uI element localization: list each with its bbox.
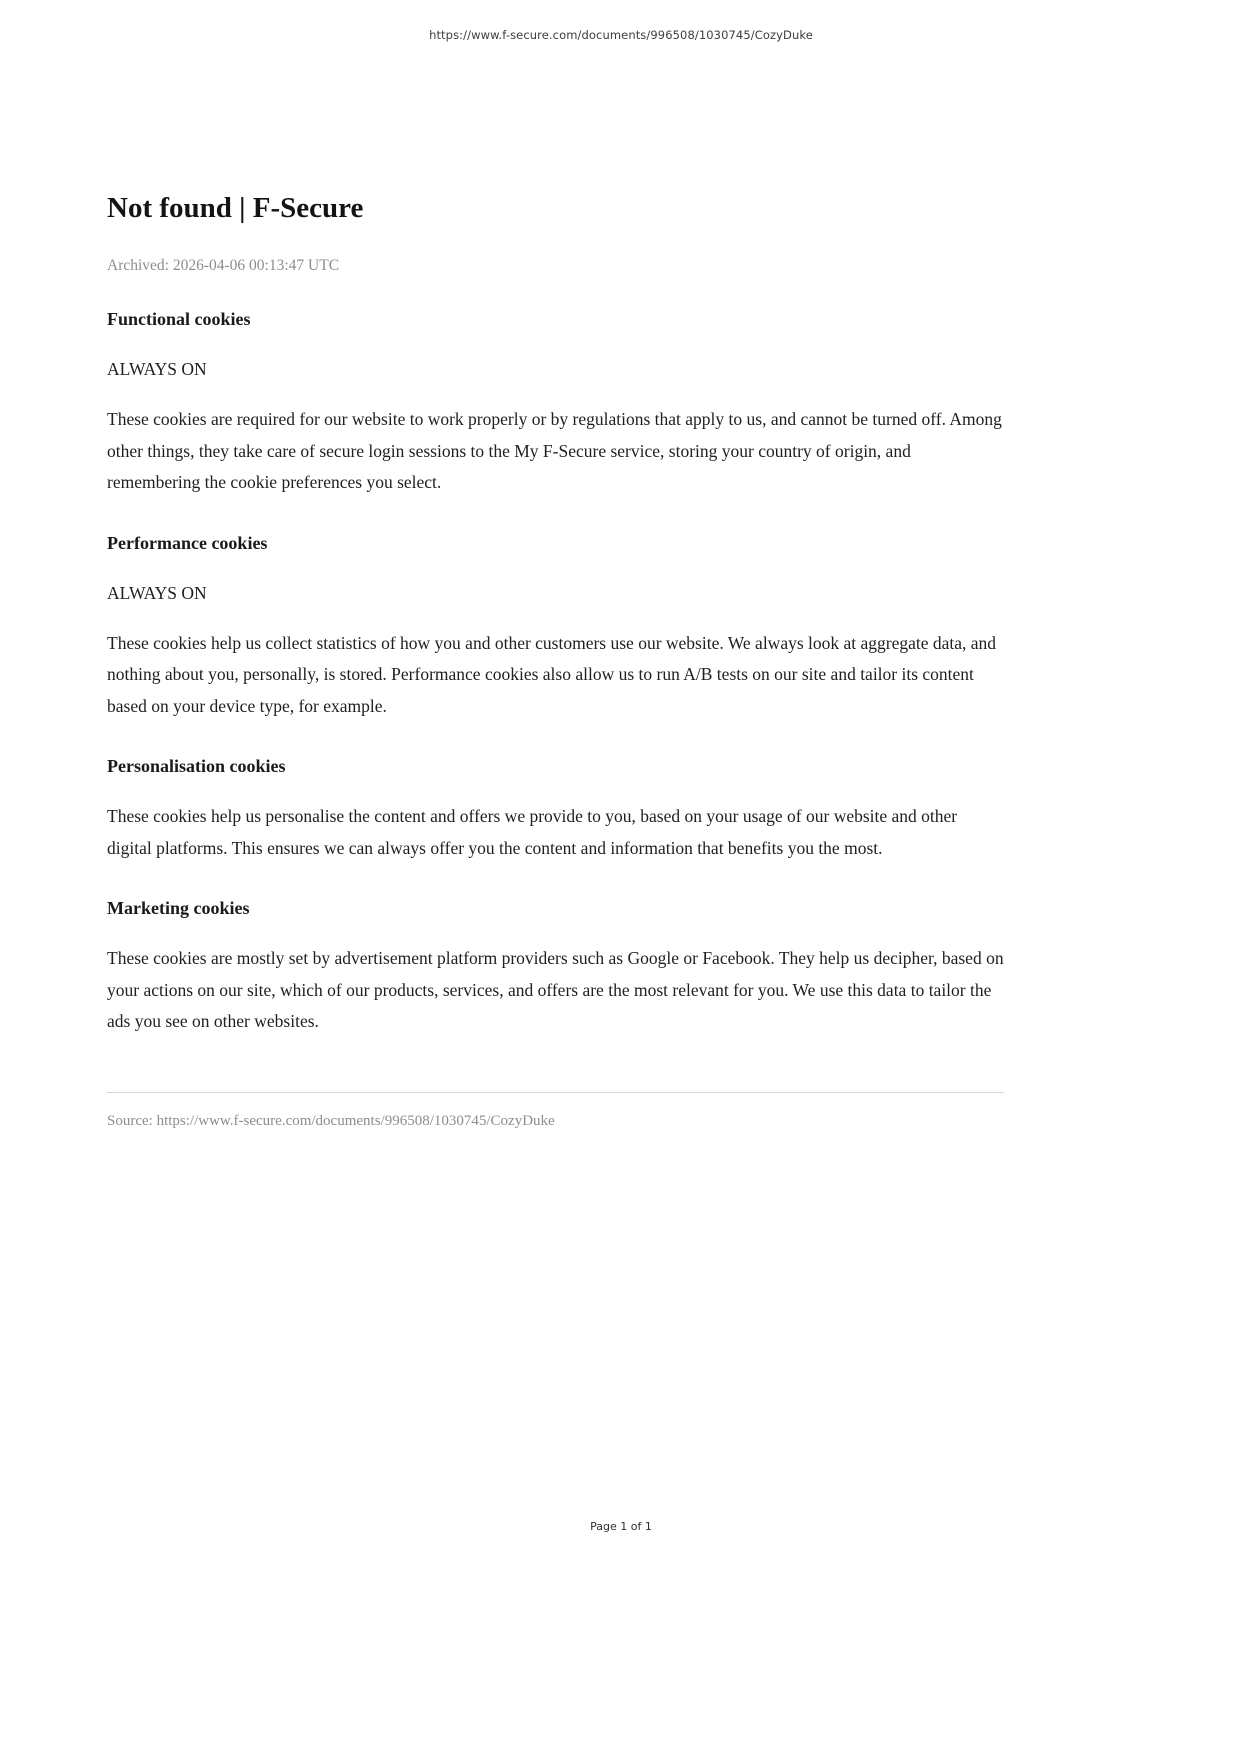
section-heading: Performance cookies <box>107 532 268 553</box>
section-heading: Marketing cookies <box>107 898 250 918</box>
source-line: Source: https://www.f-secure.com/documents/996508/1030745/CozyDuke <box>107 1112 555 1129</box>
section-status: ALWAYS ON <box>107 582 207 603</box>
section-functional-cookies <box>107 309 1004 499</box>
section-status: ALWAYS ON <box>107 359 207 379</box>
page-number-footer: Page 1 of 1 <box>590 1520 652 1533</box>
section-marketing-cookies <box>107 898 1004 1038</box>
section-heading: Functional cookies <box>107 309 251 329</box>
divider <box>107 1092 1004 1093</box>
section-heading: Personalisation cookies <box>107 756 286 776</box>
section-body: These cookies are required for our website to work properly or by regulations that apply to us, and cannot be turned off. Among other things, they take care of secure login sessions to the My F-Secure service, storing your country of origin, and remembering the cookie preferences you select. <box>107 409 1002 492</box>
page-url-header: https://www.f-secure.com/documents/996508/1030745/CozyDuke <box>429 28 813 42</box>
section-performance-cookies <box>107 533 1004 723</box>
section-body: These cookies help us collect statistics of how you and other customers use our website. We always look at aggregate data, and nothing about you, personally, is stored. Performance cookies also allow us to run A/B tests on our site and tailor its content based on your device type, for example. <box>107 632 997 716</box>
page-title: Not found | F-Secure <box>107 192 364 224</box>
section-personalisation-cookies <box>107 756 1004 864</box>
section-body: These cookies help us personalise the content and offers we provide to you, based on your usage of our website and other digital platforms. This ensures we can always offer you the content and information that benefits you the most. <box>107 806 958 858</box>
archived-timestamp: Archived: 2026-04-06 00:13:47 UTC <box>107 257 340 274</box>
document-body <box>107 0 1004 1130</box>
section-body: These cookies are mostly set by advertisement platform providers such as Google or Facebook. They help us decipher, based on your actions on our site, which of our products, services, and offers are the most relevant for you. We use this data to tailor the ads you see on other websites. <box>107 948 1004 1031</box>
